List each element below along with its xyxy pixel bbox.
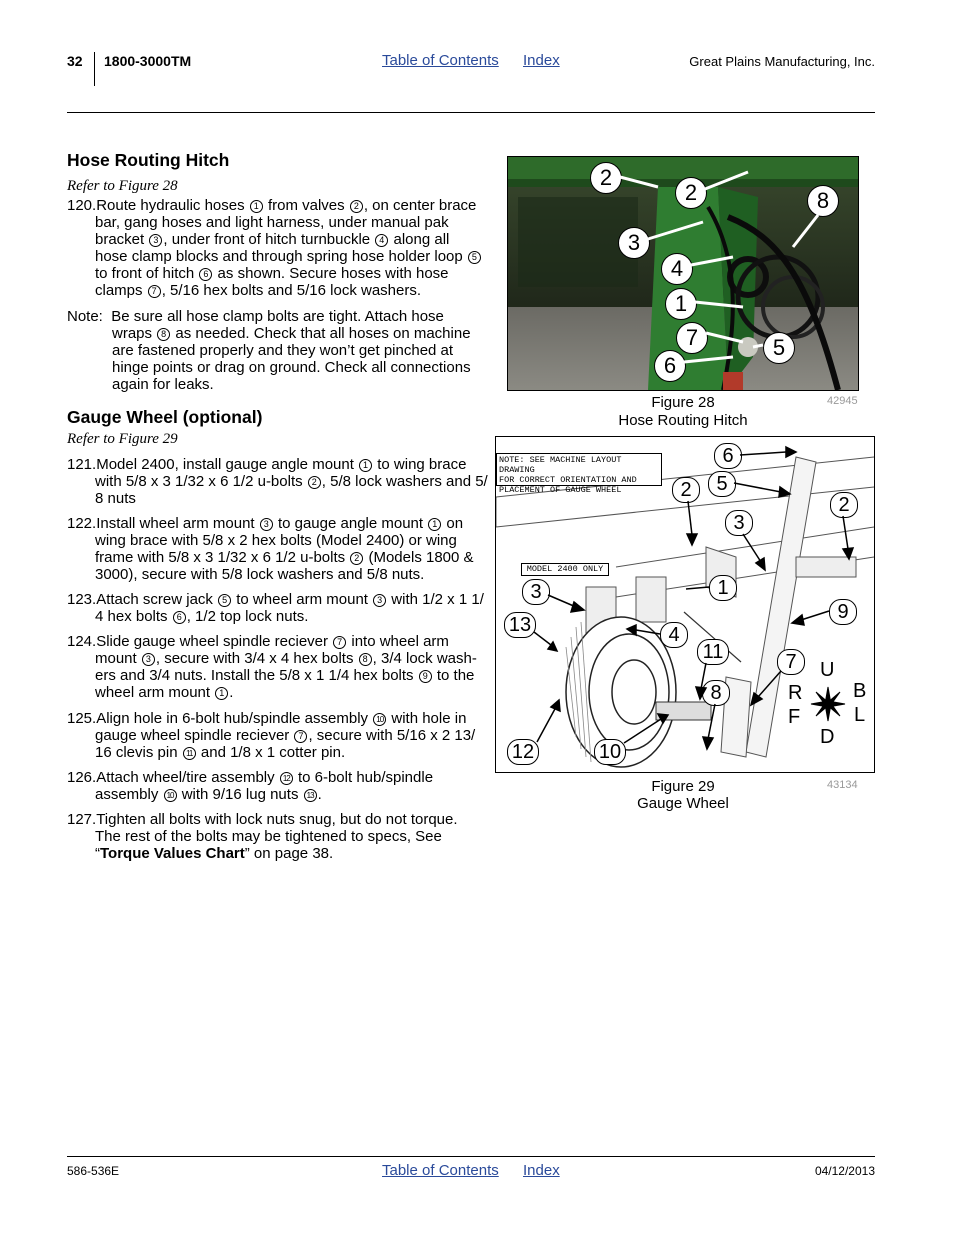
figure-28-caption-title: Hose Routing Hitch	[618, 412, 748, 429]
footer-rule	[67, 1156, 875, 1157]
footer-toc-link[interactable]: Table of Contents	[382, 1162, 499, 1179]
figure-28-caption-number: Figure 28	[651, 394, 715, 411]
fig29-callout-5: 5	[708, 471, 736, 497]
fig28-callout-2a: 2	[590, 162, 622, 194]
figure-28-id: 42945	[827, 395, 858, 407]
fig28-callout-7: 7	[676, 322, 708, 354]
compass-right: R	[788, 682, 803, 704]
fig29-callout-10: 10	[594, 739, 626, 765]
fig29-callout-3b: 3	[522, 579, 550, 605]
compass-down: D	[820, 726, 835, 748]
step-121: 121.Model 2400, install gauge angle mount 1 to wing brace with 5/8 x 3 1/32 x 6 1/2 u-bolts 2 , 5/8 lock washers and 5/ 8 nuts	[67, 456, 488, 507]
fig29-callout-4: 4	[660, 622, 688, 648]
figure-28-photo	[507, 156, 859, 391]
fig29-callout-13: 13	[504, 612, 536, 638]
figure-29-caption-title: Gauge Wheel	[637, 795, 729, 812]
fig28-callout-3: 3	[618, 227, 650, 259]
company-name: Great Plains Manufacturing, Inc.	[689, 54, 875, 69]
section-title-hose-routing: Hose Routing Hitch	[67, 150, 230, 170]
header-rule	[67, 112, 875, 113]
fig28-callout-4: 4	[661, 253, 693, 285]
compass-front: F	[788, 706, 801, 728]
fig28-leader-lines	[508, 157, 858, 390]
compass-left: L	[854, 704, 866, 726]
fig29-callout-6: 6	[714, 443, 742, 469]
compass-up: U	[820, 659, 835, 681]
doc-number: 586-536E	[67, 1164, 120, 1178]
fig28-callout-6: 6	[654, 350, 686, 382]
step-123: 123.Attach screw jack 5 to wheel arm mount 3 with 1/2 x 1 1/ 4 hex bolts 6 , 1/2 top lock nuts.	[67, 591, 484, 625]
fig29-callout-8: 8	[702, 680, 730, 706]
header-toc-link[interactable]: Table of Contents	[382, 52, 499, 69]
header-divider	[94, 52, 95, 86]
fig29-callout-2a: 2	[672, 477, 700, 503]
section-title-gauge-wheel: Gauge Wheel (optional)	[67, 407, 263, 427]
note-hose-clamps: Note: Be sure all hose clamp bolts are tight. Attach hose wraps 8 as needed. Check that all hoses on machine are fastened properly and they won’t get pinched at hinge points or drag on ground. Check all connections again for leaks.	[67, 308, 471, 393]
step-125: 125.Align hole in 6-bolt hub/spindle assembly 10 with hole in gauge wheel spindle reciever 7 , secure with 5/16 x 2 13/ 16 clevis pin 11 and 1/8 x 1 cotter pin.	[67, 710, 476, 761]
fig29-callout-1: 1	[709, 575, 737, 601]
fig29-callout-7: 7	[777, 649, 805, 675]
step-124: 124.Slide gauge wheel spindle reciever 7 into wheel arm mount 3 , secure with 3/4 x 4 hex bolts 8 , 3/4 lock wash- ers and 3/4 nuts. Install the 5/8 x 1 1/4 hex bolts 9 to the wheel arm mount 1 .	[67, 633, 477, 701]
torque-values-chart-link[interactable]: Torque Values Chart	[100, 845, 245, 862]
compass-rose	[788, 659, 867, 749]
step-126: 126.Attach wheel/tire assembly 12 to 6-bolt hub/spindle assembly 10 with 9/16 lug nuts 13 .	[67, 769, 434, 803]
refer-figure-28: Refer to Figure 28	[67, 178, 178, 194]
step-127: 127.Tighten all bolts with lock nuts snug, but do not torque. The rest of the bolts may be tightened to specs, See “Torque Values Chart” on page 38.	[67, 811, 458, 862]
fig29-model-label: MODEL 2400 ONLY	[521, 563, 609, 576]
page-number: 32	[67, 53, 83, 69]
fig28-callout-2b: 2	[675, 177, 707, 209]
fig29-callout-9: 9	[829, 599, 857, 625]
compass-back: B	[853, 680, 867, 702]
manual-title: 1800-3000TM	[104, 53, 192, 69]
step-122: 122.Install wheel arm mount 3 to gauge angle mount 1 on wing brace with 5/8 x 2 hex bolts (Model 2400) or wing frame with 5/8 x 3 1/32 x 6 1/2 u-bolts 2 (Models 1800 & 3000), secure with 5/8 lock washers and 5/8 nuts.	[67, 515, 474, 583]
fig29-callout-3a: 3	[725, 510, 753, 536]
fig28-callout-5: 5	[763, 332, 795, 364]
header-index-link[interactable]: Index	[523, 52, 560, 69]
footer-date: 04/12/2013	[814, 1164, 875, 1178]
fig29-callout-11: 11	[697, 639, 729, 665]
fig28-callout-1: 1	[665, 288, 697, 320]
figure-29-drawing	[495, 436, 875, 773]
step-120: 120.Route hydraulic hoses 1 from valves 2 , on center brace bar, gang hoses and light harness, under manual pak bracket 3 , under front of hitch turnbuckle 4 along all hose clamp blocks and through spring hose holder loop 5 to front of hitch 6 as shown. Secure hoses with hose clamps 7 , 5/16 hex bolts and 5/16 lock washers.	[67, 197, 497, 299]
footer-index-link[interactable]: Index	[523, 1162, 560, 1179]
fig29-callout-12: 12	[507, 739, 539, 765]
figure-29-id: 43134	[827, 779, 858, 791]
refer-figure-29: Refer to Figure 29	[67, 431, 178, 447]
fig28-callout-8: 8	[807, 185, 839, 217]
fig29-note-box: NOTE: SEE MACHINE LAYOUT DRAWING FOR CORRECT ORIENTATION AND PLACEMENT OF GAUGE WHEEL	[496, 453, 662, 486]
figure-29-caption-number: Figure 29	[651, 778, 715, 795]
fig29-callout-2b: 2	[830, 492, 858, 518]
